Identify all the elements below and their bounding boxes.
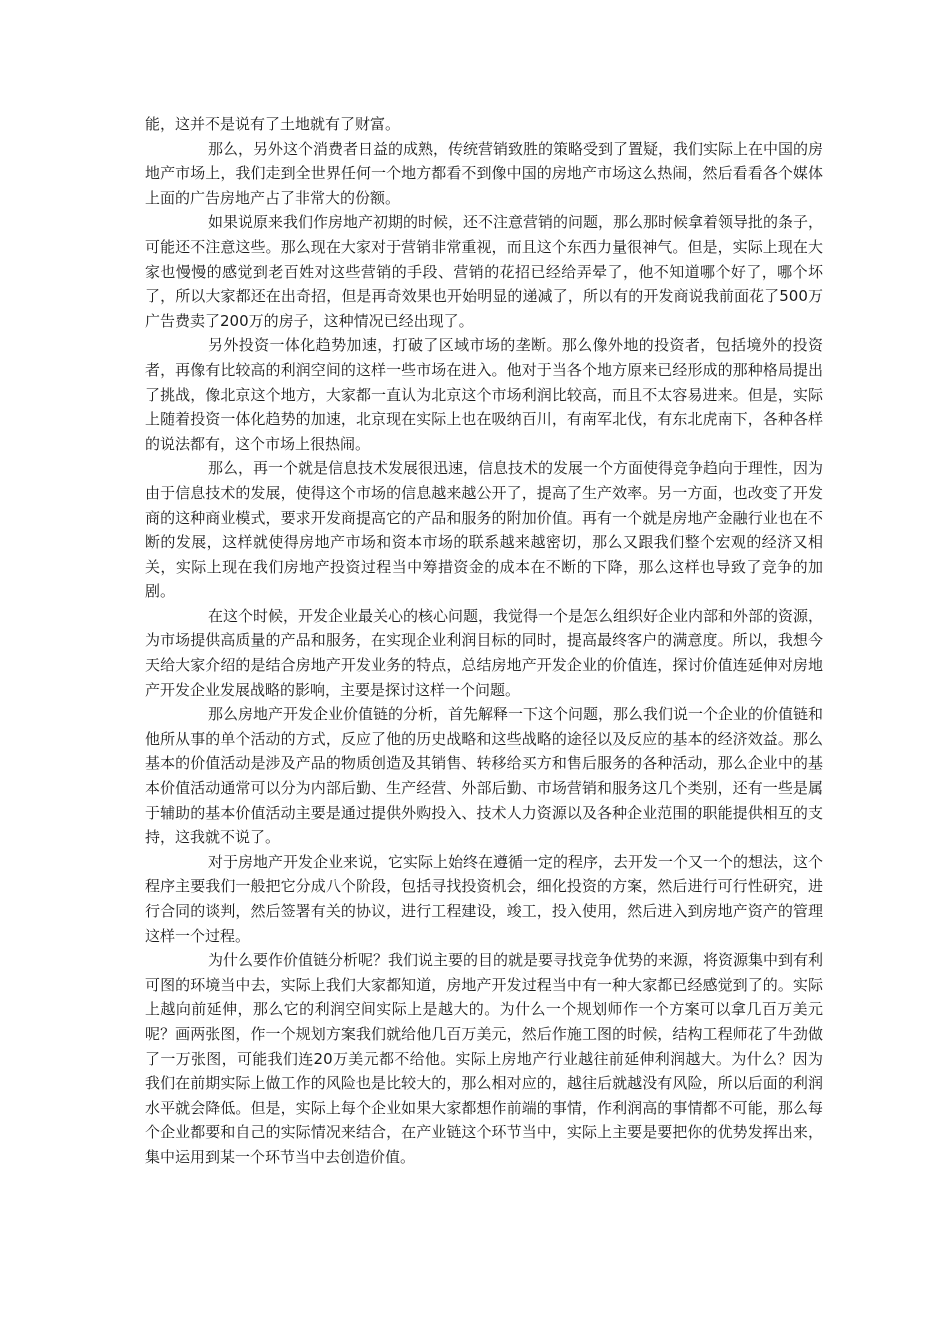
paragraph: 另外投资一体化趋势加速，打破了区域市场的垄断。那么像外地的投资者，包括境外的投资者，再像有比较高的利润空间的这样一些市场在进入。他对于当各个地方原来已经形成的那种格局提出了挑战，像北京这个地方，大家都一直认为北京这个市场利润比较高，而且不太容易进来。但是，实际上随着投资一体化趋势的加速，北京现在实际上也在吸纳百川，有南军北伐，有东北虎南下，各种各样的说法都有，这个市场上很热闹。	[145, 336, 823, 453]
paragraph: 那么房地产开发企业价值链的分析，首先解释一下这个问题，那么我们说一个企业的价值链和他所从事的单个活动的方式，反应了他的历史战略和这些战略的途径以及反应的基本的经济效益。那么基本的价值活动是涉及产品的物质创造及其销售、转移给买方和售后服务的各种活动，那么企业中的基本价值活动通常可以分为内部后勤、生产经营、外部后勤、市场营销和服务这几个类别，还有一些是属于辅助的基本价值活动主要是通过提供外购投入、技术人力资源以及各种企业范围的职能提供相互的支持，这我就不说了。	[145, 705, 824, 847]
paragraph: 对于房地产开发企业来说，它实际上始终在遵循一定的程序，去开发一个又一个的想法，这个程序主要我们一般把它分成八个阶段，包括寻找投资机会，细化投资的方案，然后进行可行性研究，进行合同的谈判，然后签署有关的协议，进行工程建设，竣工，投入使用，然后进入到房地产资产的管理这样一个过程。	[145, 852, 824, 945]
paragraph: 为什么要作价值链分析呢？我们说主要的目的就是要寻找竞争优势的来源，将资源集中到有利可图的环境当中去，实际上我们大家都知道，房地产开发过程当中有一种大家都已经感觉到了的。实际上越向前延伸，那么它的利润空间实际上是越大的。为什么一个规划师作一个方案可以拿几百万美元呢？画两张图，作一个规划方案我们就给他几百万美元，然后作施工图的时候，结构工程师花了牛劲做了一万张图，可能我们连20万美元都不给他。实际上房地产行业越往前延伸利润越大。为什么？因为我们在前期实际上做工作的风险也是比较大的，那么相对应的，越往后就越没有风险，所以后面的利润水平就会降低。但是，实际上每个企业如果大家都想作前端的事情，作利润高的事情都不可能，那么每个企业都要和自己的实际情况来结合，在产业链这个环节当中，实际上主要是要把你的优势发挥出来，集中运用到某一个环节当中去创造价值。	[145, 951, 824, 1166]
paragraph: 那么，另外这个消费者日益的成熟，传统营销致胜的策略受到了置疑，我们实际上在中国的房地产市场上，我们走到全世界任何一个地方都看不到像中国的房地产市场这么热闹，然后看看各个媒体上面的广告房地产占了非常大的份额。	[145, 139, 824, 207]
paragraph: 能，这并不是说有了土地就有了财富。	[145, 115, 401, 133]
paragraph: 那么，再一个就是信息技术发展很迅速，信息技术的发展一个方面使得竞争趋向于理性，因为由于信息技术的发展，使得这个市场的信息越来越公开了，提高了生产效率。另一方面，也改变了开发商的这种商业模式，要求开发商提高它的产品和服务的附加价值。再有一个就是房地产金融行业也在不断的发展，这样就使得房地产市场和资本市场的联系越来越密切，那么又跟我们整个宏观的经济又相关，实际上现在我们房地产投资过程当中筹措资金的成本在不断的下降，那么这样也导致了竞争的加剧。	[145, 459, 824, 601]
paragraph: 如果说原来我们作房地产初期的时候，还不注意营销的问题，那么那时候拿着领导批的条子，可能还不注意这些。那么现在大家对于营销非常重视，而且这个东西力量很神气。但是，实际上现在大家也慢慢的感觉到老百姓对这些营销的手段、营销的花招已经给弄晕了，他不知道哪个好了，哪个坏了，所以大家都还在出奇招，但是再奇效果也开始明显的递减了，所以有的开发商说我前面花了500万广告费卖了200万的房子，这种情况已经出现了。	[145, 213, 824, 330]
document-page	[145, 112, 823, 1170]
paragraph: 在这个时候，开发企业最关心的核心问题，我觉得一个是怎么组织好企业内部和外部的资源，为市场提供高质量的产品和服务，在实现企业利润目标的同时，提高最终客户的满意度。所以，我想今天给大家介绍的是结合房地产开发业务的特点，总结房地产开发企业的价值连，探讨价值连延伸对房地产开发企业发展战略的影响，主要是探讨这样一个问题。	[145, 606, 824, 699]
